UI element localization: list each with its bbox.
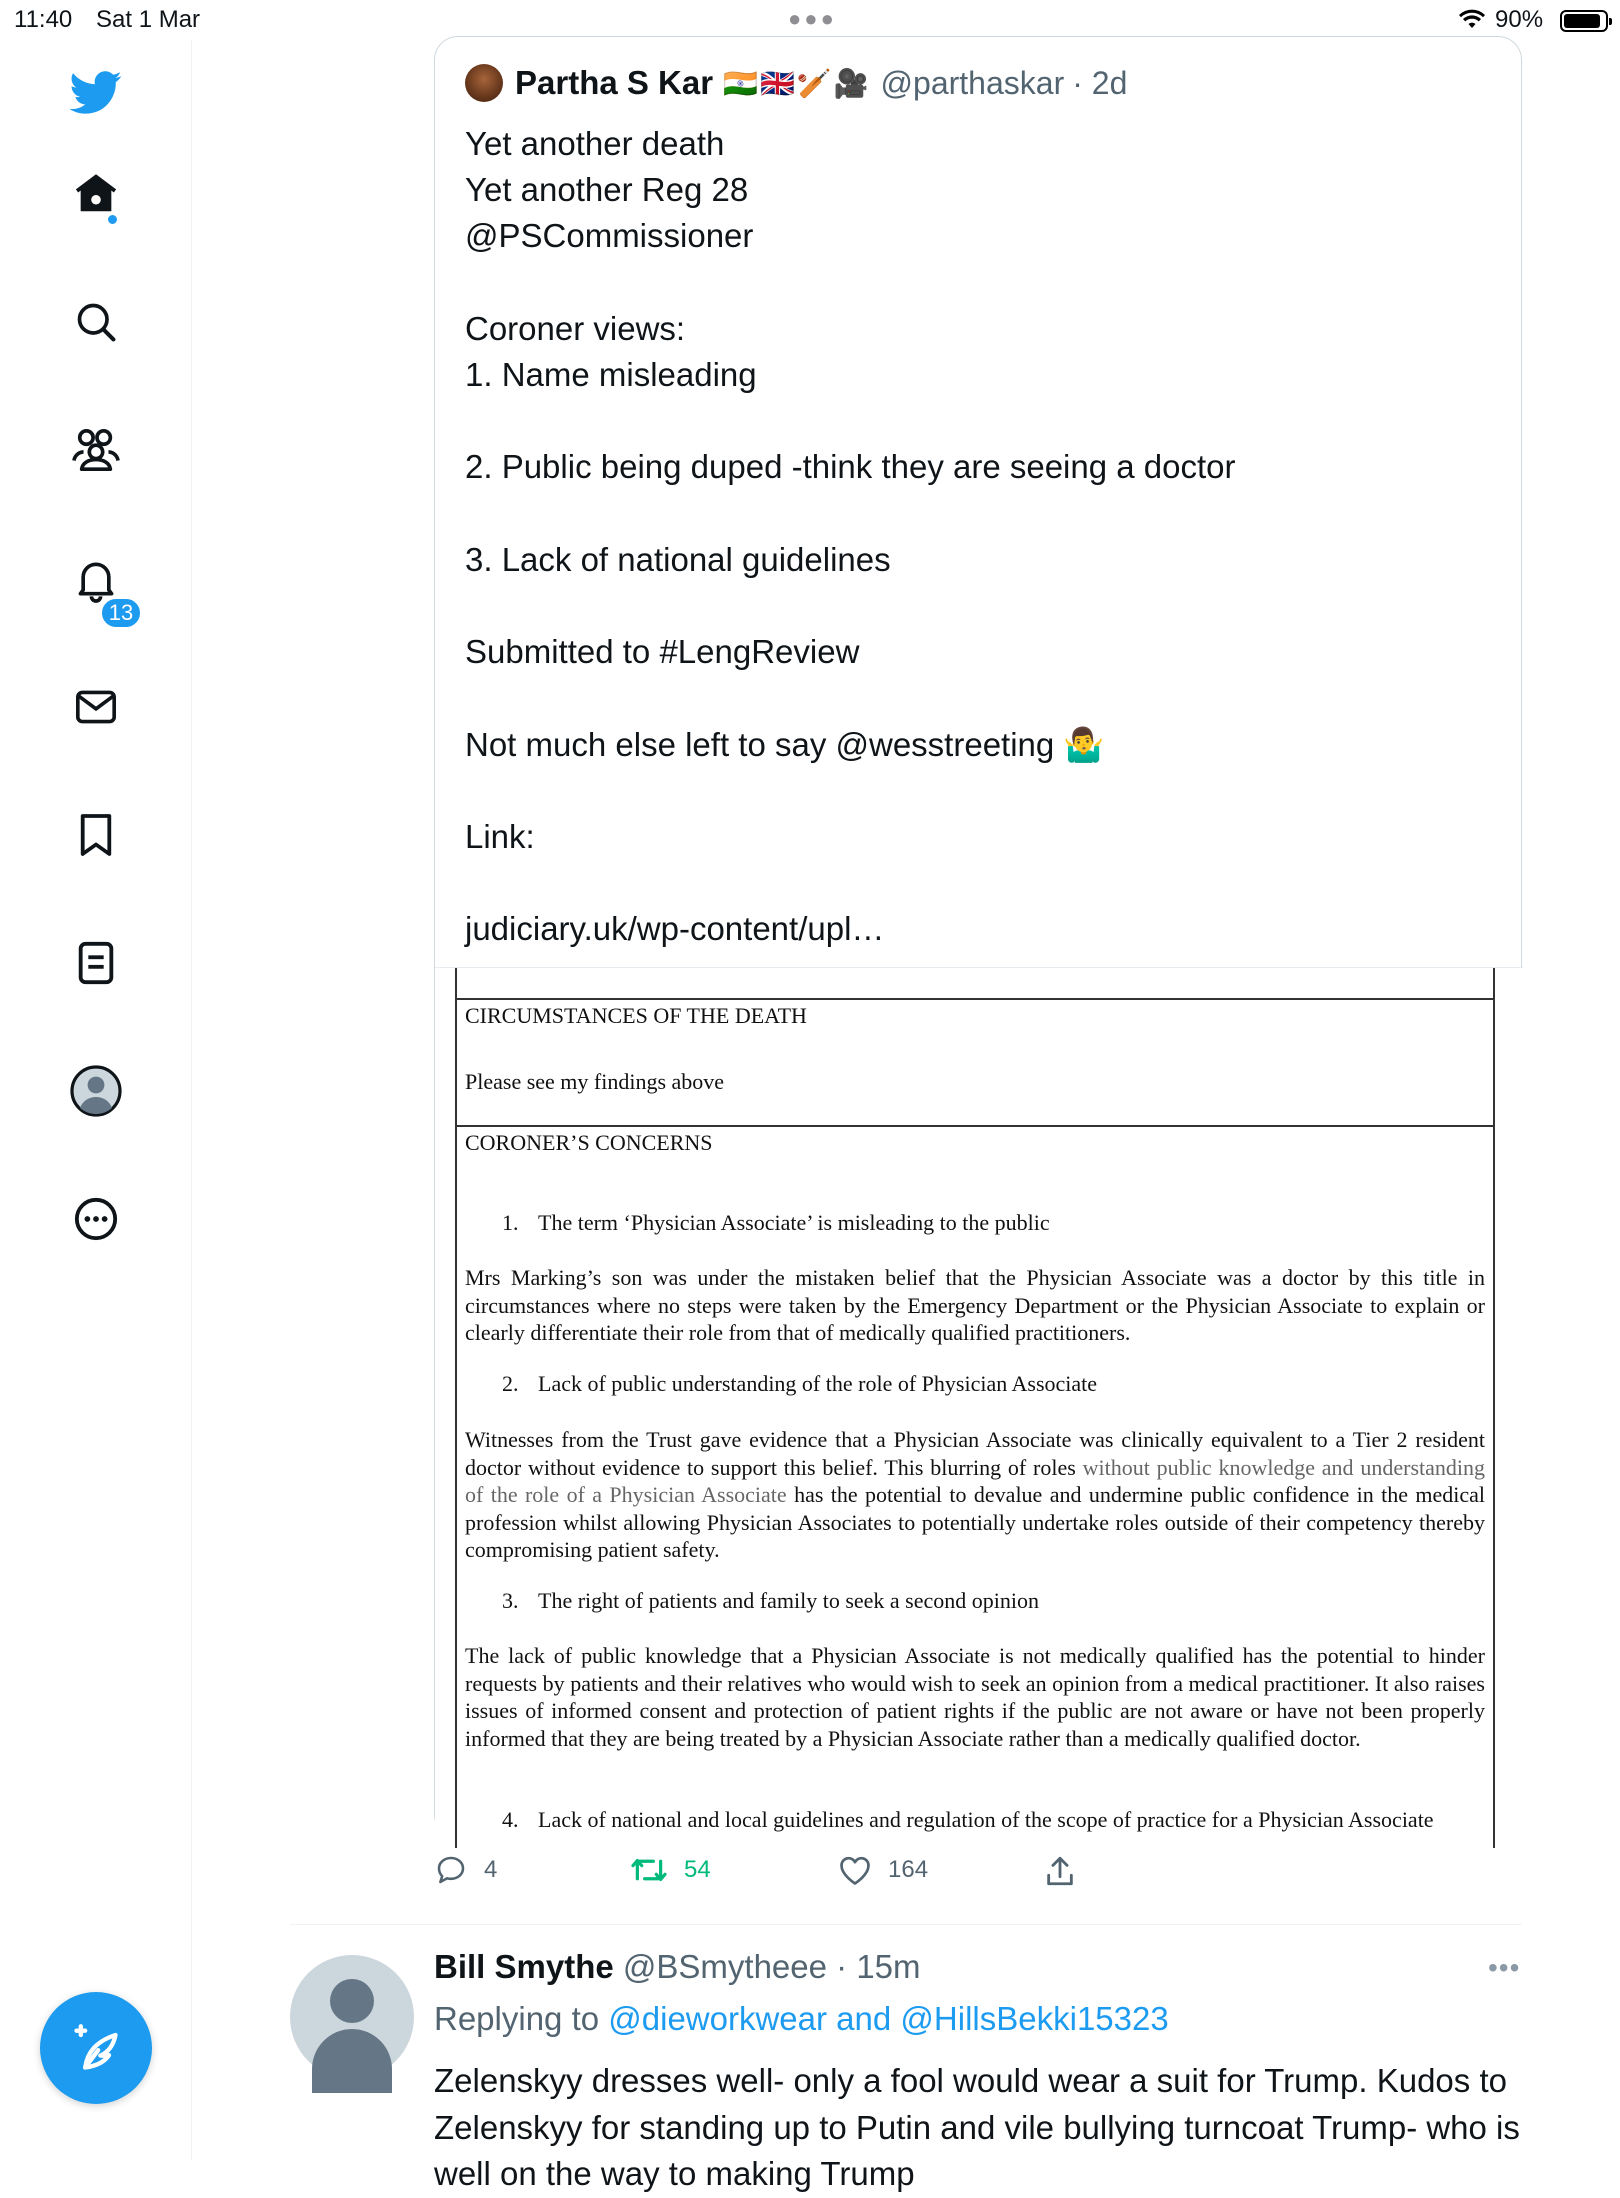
reply-author-name[interactable]: Bill Smythe [434, 1948, 614, 1985]
reply-timestamp[interactable]: · 15m [836, 1948, 921, 1985]
replying-and: and [827, 2000, 901, 2037]
doc-text-grey: without public knowledge and understanding of the role of a Physician Associate [465, 1454, 1485, 1507]
doc-item-number: 2. [502, 1371, 519, 1396]
reply-button[interactable] [434, 1854, 497, 1886]
notifications-badge: 13 [100, 597, 142, 629]
communities-icon[interactable] [68, 422, 124, 478]
status-bar [0, 0, 1620, 40]
doc-item-number: 1. [502, 1210, 519, 1235]
share-icon [1044, 1854, 1076, 1888]
retweet-icon [630, 1854, 668, 1886]
reply-more-options-icon[interactable]: ••• [1488, 1952, 1521, 1983]
like-count: 164 [888, 1856, 929, 1883]
reply-tweet-header [434, 1948, 921, 1986]
doc-section-title-concerns: CORONER’S CONCERNS [465, 1130, 713, 1155]
like-button[interactable] [838, 1854, 928, 1886]
document-rule [455, 998, 1495, 1000]
reply-author-handle[interactable]: @BSmytheee [622, 1948, 827, 1985]
home-unread-dot [106, 213, 119, 226]
status-time: 11:40 [14, 6, 73, 33]
quoted-tweet-header [465, 61, 1127, 105]
tweet-divider [290, 1924, 1522, 1925]
compose-tweet-button[interactable] [40, 1992, 152, 2104]
quoted-tweet-card[interactable] [434, 36, 1522, 1838]
replying-to-user-1[interactable]: @dieworkwear [608, 2000, 828, 2037]
share-button[interactable] [1044, 1854, 1076, 1888]
doc-text: has the potential to devalue and undermine public confidence in the medical profession whilst allowing Physician Associates to potentially undertake roles outside of their competency thereby compromising patient safety. [465, 1482, 1485, 1562]
status-date: Sat 1 Mar [96, 6, 201, 33]
tweet-timestamp[interactable]: · 2d [1072, 64, 1128, 101]
doc-paragraph [465, 1426, 1485, 1564]
sidebar [0, 40, 192, 2160]
doc-item-heading: The term ‘Physician Associate’ is misleading to the public [538, 1210, 1050, 1235]
quoted-tweet-text: Yet another death Yet another Reg 28 @PSCommissioner Coroner views: 1. Name misleading 2. Public being duped -think they are seeing a doctor 3. Lack of national guidelines Submitted to #LengReview Not much else left to say @wesstreeting 🤷‍♂️ Link: judiciary.uk/wp-content/upl… [465, 125, 1236, 948]
search-icon[interactable] [68, 294, 124, 350]
default-avatar-head [330, 1979, 374, 2023]
battery-percentage: 90% [1495, 6, 1544, 33]
replying-to-line [434, 2000, 1169, 2038]
battery-icon [1560, 10, 1608, 32]
doc-paragraph: Mrs Marking’s son was under the mistaken belief that the Physician Associate was a doctor by this title in circumstances where no steps were taken by the Emergency Department or the Physician Associate to explain or clearly differentiate their role from that of medically qualified practitioners. [465, 1265, 1485, 1345]
author-avatar[interactable] [465, 64, 503, 102]
doc-section-body-circumstances: Please see my findings above [465, 1069, 725, 1094]
author-flags-emoji: 🇮🇳🇬🇧🏏🎥 [723, 67, 871, 99]
doc-paragraph: The lack of public knowledge that a Physician Associate is not medically qualified has the potential to hinder requests by patients and their relatives who would wish to seek an opinion from a medical practitioner. It also raises issues of informed consent and protection of patient rights if the public are not aware or have not been properly informed that they are being treated by a Physician Associate rather than a medically qualified doctor. [465, 1643, 1485, 1751]
reply-count: 4 [484, 1856, 498, 1883]
attached-document-image[interactable] [435, 967, 1523, 1839]
doc-item-number: 4. [502, 1807, 519, 1832]
replying-to-user-2[interactable]: @HillsBekki15323 [900, 2000, 1169, 2037]
author-handle[interactable]: @parthaskar [880, 64, 1065, 101]
reply-tweet-text: Zelenskyy dresses well- only a fool would wear a suit for Trump. Kudos to Zelenskyy for standing up to Putin and vile bullying turncoat Trump- who is well on the way to making Trump [434, 2062, 1520, 2192]
doc-item-heading: Lack of public understanding of the role of Physician Associate [538, 1371, 1098, 1396]
replying-prefix: Replying to [434, 2000, 609, 2037]
bookmarks-icon[interactable] [68, 807, 124, 863]
reply-author-avatar[interactable] [290, 1955, 414, 2079]
document-rule [455, 1125, 1495, 1127]
reply-bubble-icon [434, 1854, 468, 1886]
more-options-icon[interactable] [68, 1191, 124, 1247]
doc-item-number: 3. [502, 1588, 519, 1613]
doc-text: Witnesses from the Trust gave evidence that a Physician Associate was clinically equivalent to a Tier 2 resident doctor without evidence to support this belief. This blurring of roles [465, 1427, 1485, 1480]
heart-icon [838, 1854, 872, 1886]
multitasking-dots-icon[interactable]: ●●● [788, 6, 837, 31]
author-name[interactable]: Partha S Kar [515, 64, 714, 101]
twitter-logo-icon[interactable] [68, 65, 124, 121]
lists-icon[interactable] [68, 935, 124, 991]
wifi-icon [1459, 9, 1485, 37]
retweet-button[interactable] [630, 1854, 711, 1886]
doc-section-title-circumstances: CIRCUMSTANCES OF THE DEATH [465, 1003, 807, 1028]
feather-plus-icon [70, 2022, 122, 2074]
messages-envelope-icon[interactable] [68, 679, 124, 735]
profile-avatar-icon[interactable] [68, 1063, 124, 1119]
tweet-actions-bar [434, 1854, 1134, 1894]
doc-item-heading: The right of patients and family to seek a second opinion [538, 1588, 1039, 1613]
default-avatar-body [312, 2029, 392, 2093]
retweet-count: 54 [684, 1856, 711, 1883]
doc-item-heading: Lack of national and local guidelines and regulation of the scope of practice for a Physician Associate [538, 1807, 1434, 1832]
